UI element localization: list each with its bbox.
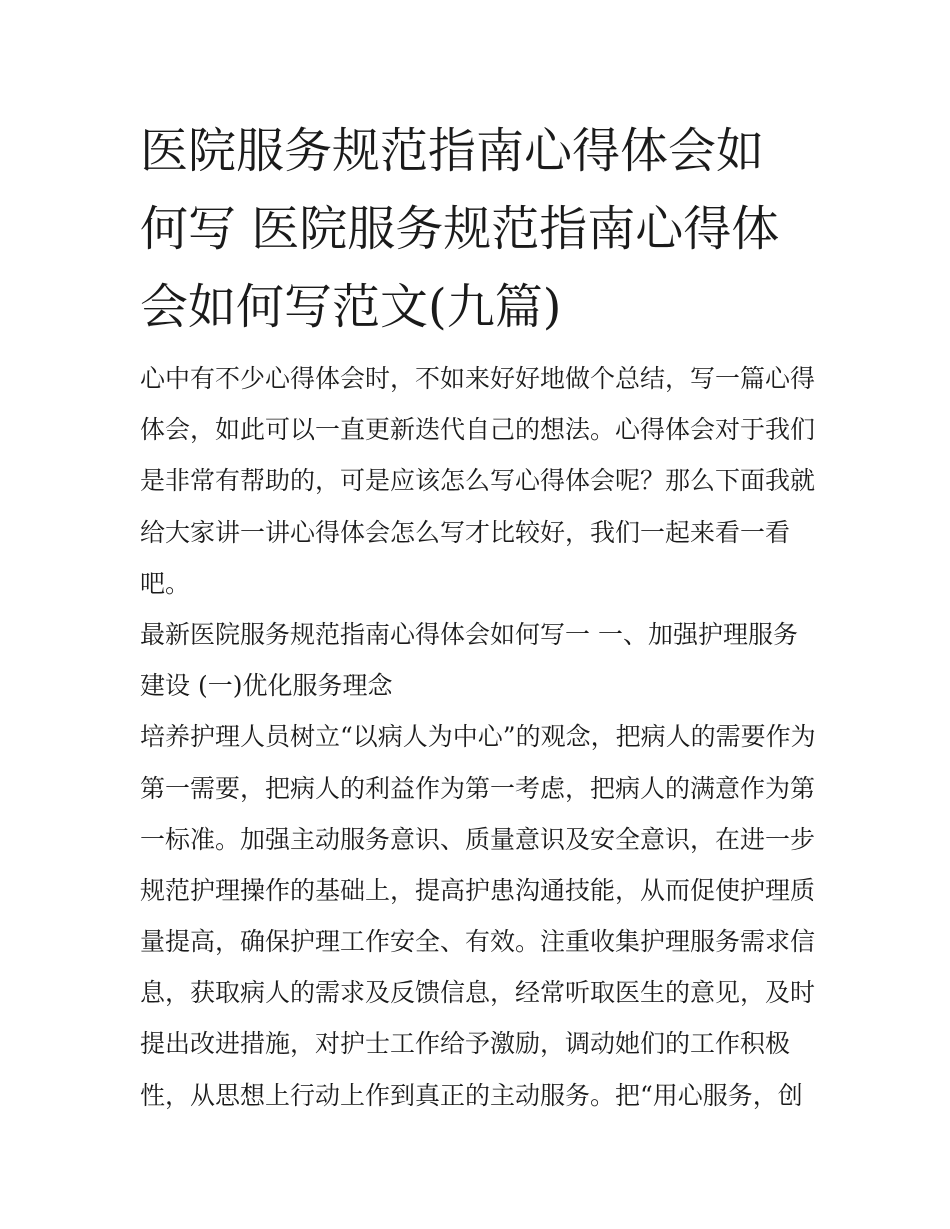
body-line: 息，获取病人的需求及反馈信息，经常听取医生的意见，及时 (140, 978, 816, 1008)
body-line: 给大家讲一讲心得体会怎么写才比较好，我们一起来看一看 (140, 517, 791, 547)
body-line: 心中有不少心得体会时，不如来好好地做个总结，写一篇心得 (140, 364, 816, 393)
body-line: 量提高，确保护理工作安全、有效。注重收集护理服务需求信 (140, 927, 816, 957)
document-title (140, 112, 820, 346)
body-line: 性，从思想上行动上作到真正的主动服务。把“用心服务，创 (140, 1080, 803, 1110)
body-line: 一标准。加强主动服务意识、质量意识及安全意识，在进一步 (140, 824, 816, 854)
document-body (140, 353, 820, 1121)
title-line: 会如何写范文(九篇) (140, 279, 562, 335)
body-line: 规范护理操作的基础上，提高护患沟通技能，从而促使护理质 (140, 875, 816, 905)
body-line: 是非常有帮助的，可是应该怎么写心得体会呢？那么下面我就 (140, 466, 816, 496)
body-line: 吧。 (140, 568, 191, 598)
body-line: 第一需要，把病人的利益作为第一考虑，把病人的满意作为第 (140, 773, 816, 803)
body-line: 培养护理人员树立“以病人为中心”的观念，把病人的需要作为 (140, 722, 816, 752)
title-line: 医院服务规范指南心得体会如 (140, 123, 765, 179)
body-line: 体会，如此可以一直更新迭代自己的想法。心得体会对于我们 (140, 415, 816, 445)
section-heading-line: 建设 (一)优化服务理念 (140, 671, 393, 701)
section-heading-line: 最新医院服务规范指南心得体会如何写一 一、加强护理服务 (140, 619, 798, 649)
body-line: 提出改进措施，对护士工作给予激励，调动她们的工作积极 (140, 1029, 791, 1059)
title-line: 何写 医院服务规范指南心得体 (140, 201, 780, 257)
